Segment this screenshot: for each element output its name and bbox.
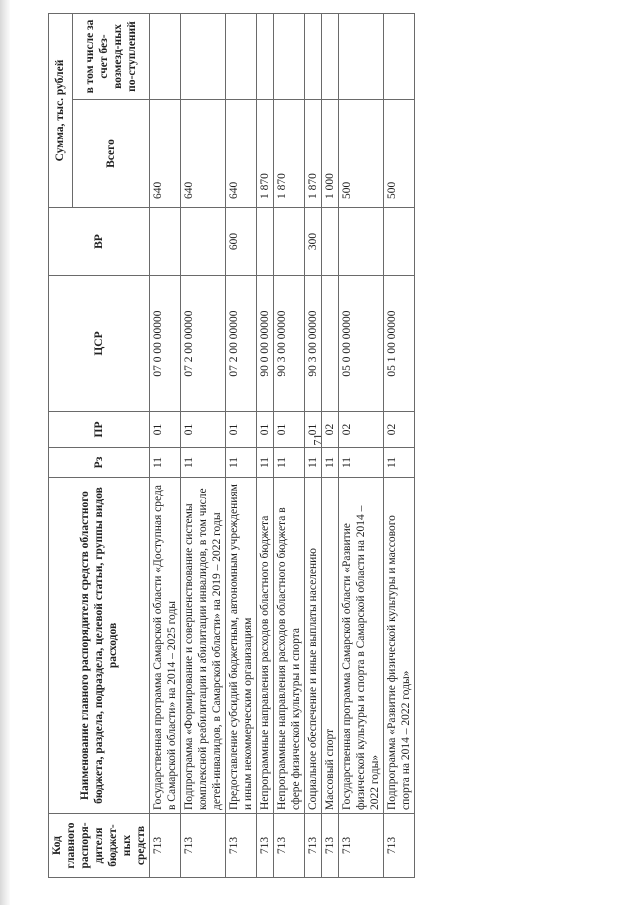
cell-incl xyxy=(181,14,226,100)
header-pr: ПР xyxy=(49,412,150,448)
cell-vr xyxy=(181,208,226,276)
cell-total: 500 xyxy=(384,100,415,208)
cell-total: 1 870 xyxy=(305,100,322,208)
cell-rz: 11 xyxy=(226,448,257,478)
rotated-sheet xyxy=(48,14,608,878)
cell-code: 713 xyxy=(226,814,257,878)
scan-edge xyxy=(0,0,10,905)
cell-incl xyxy=(226,14,257,100)
cell-code: 713 xyxy=(339,814,384,878)
cell-rz: 11 xyxy=(322,448,339,478)
cell-csr: 05 1 00 00000 xyxy=(384,276,415,412)
cell-pr: 01 xyxy=(305,412,322,448)
table-row xyxy=(226,14,257,878)
cell-total: 1 870 xyxy=(257,100,274,208)
header-name: Наименование главного распорядителя средств областного бюджета, раздела, подраздела, целевой статьи, группы видов расходов xyxy=(49,478,150,814)
cell-incl xyxy=(305,14,322,100)
table-row xyxy=(384,14,415,878)
cell-rz: 11 xyxy=(274,448,305,478)
table-row xyxy=(257,14,274,878)
cell-code: 713 xyxy=(150,814,181,878)
cell-pr: 01 xyxy=(181,412,226,448)
cell-rz: 11 xyxy=(150,448,181,478)
cell-csr: 90 0 00 00000 xyxy=(257,276,274,412)
cell-rz: 11 xyxy=(181,448,226,478)
header-vr: ВР xyxy=(49,208,150,276)
cell-csr: 90 3 00 00000 xyxy=(274,276,305,412)
cell-pr: 02 xyxy=(339,412,384,448)
cell-total: 640 xyxy=(181,100,226,208)
cell-total: 1 870 xyxy=(274,100,305,208)
cell-rz: 11 xyxy=(384,448,415,478)
header-total: Всего xyxy=(72,100,149,208)
cell-vr xyxy=(257,208,274,276)
cell-name: Подпрограмма «Развитие физической культуры и массового спорта на 2014 – 2022 годы» xyxy=(384,478,415,814)
cell-name: Предоставление субсидий бюджетным, автономным учреждениям и иным некоммерческим организациям xyxy=(226,478,257,814)
cell-code: 713 xyxy=(181,814,226,878)
cell-incl xyxy=(339,14,384,100)
header-sum: Сумма, тыс. рублей xyxy=(49,14,73,208)
cell-csr xyxy=(322,276,339,412)
cell-csr: 05 0 00 00000 xyxy=(339,276,384,412)
cell-csr: 07 2 00 00000 xyxy=(226,276,257,412)
cell-pr: 01 xyxy=(226,412,257,448)
cell-total: 500 xyxy=(339,100,384,208)
cell-name: Государственная программа Самарской области «Развитие физической культуры и спорта в Самарской области на 2014 – 2022 годы» xyxy=(339,478,384,814)
cell-csr: 07 2 00 00000 xyxy=(181,276,226,412)
table-row xyxy=(305,14,322,878)
cell-incl xyxy=(150,14,181,100)
cell-code: 713 xyxy=(274,814,305,878)
table-body xyxy=(150,14,415,878)
cell-vr: 300 xyxy=(305,208,322,276)
header-code: Код главного распоря-дителя бюджет-ных средств xyxy=(49,814,150,878)
table-row xyxy=(181,14,226,878)
cell-total: 1 000 xyxy=(322,100,339,208)
table-row xyxy=(339,14,384,878)
cell-rz: 11 xyxy=(305,448,322,478)
cell-pr: 01 xyxy=(274,412,305,448)
cell-vr xyxy=(322,208,339,276)
cell-vr xyxy=(150,208,181,276)
cell-rz: 11 xyxy=(339,448,384,478)
header-incl: в том числе за счет без-возмезд-ных по-ступлений xyxy=(72,14,149,100)
cell-total: 640 xyxy=(226,100,257,208)
cell-pr: 02 xyxy=(384,412,415,448)
cell-incl xyxy=(274,14,305,100)
table-row xyxy=(322,14,339,878)
table-row xyxy=(274,14,305,878)
cell-name: Непрограммные направления расходов областного бюджета xyxy=(257,478,274,814)
cell-code: 713 xyxy=(305,814,322,878)
cell-total: 640 xyxy=(150,100,181,208)
cell-rz: 11 xyxy=(257,448,274,478)
table-row xyxy=(150,14,181,878)
cell-name: Государственная программа Самарской области «Доступная среда в Самарской области» на 2014 – 2025 годы xyxy=(150,478,181,814)
cell-pr: 02 xyxy=(322,412,339,448)
cell-code: 713 xyxy=(322,814,339,878)
cell-incl xyxy=(257,14,274,100)
cell-pr: 01 xyxy=(150,412,181,448)
cell-incl xyxy=(384,14,415,100)
cell-vr: 600 xyxy=(226,208,257,276)
cell-csr: 07 0 00 00000 xyxy=(150,276,181,412)
cell-incl xyxy=(322,14,339,100)
header-csr: ЦСР xyxy=(49,276,150,412)
cell-code: 713 xyxy=(384,814,415,878)
header-rz: Рз xyxy=(49,448,150,478)
cell-code: 713 xyxy=(257,814,274,878)
cell-name: Подпрограмма «Формирование и совершенствование системы комплексной реабилитации и абилитации инвалидов, в том числе детей-инвалидов, в Самарской области» на 2019 – 2022 годы xyxy=(181,478,226,814)
cell-vr xyxy=(384,208,415,276)
page-number: 71 xyxy=(310,433,325,446)
cell-vr xyxy=(274,208,305,276)
cell-pr: 01 xyxy=(257,412,274,448)
cell-name: Массовый спорт xyxy=(322,478,339,814)
cell-vr xyxy=(339,208,384,276)
budget-table xyxy=(48,13,415,878)
cell-name: Социальное обеспечение и иные выплаты населению xyxy=(305,478,322,814)
cell-name: Непрограммные направления расходов областного бюджета в сфере физической культуры и спорта xyxy=(274,478,305,814)
cell-csr: 90 3 00 00000 xyxy=(305,276,322,412)
